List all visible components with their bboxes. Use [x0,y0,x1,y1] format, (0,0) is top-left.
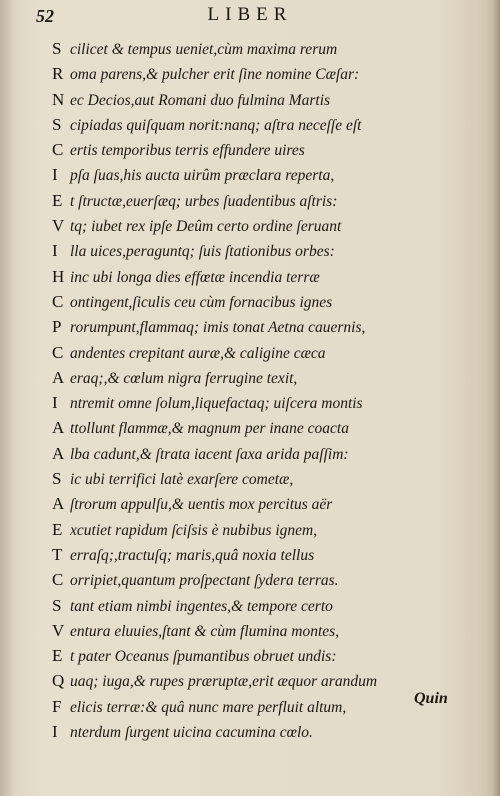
verse-line [52,289,492,314]
verse-initial: A [52,443,65,463]
page-edge-shadow [492,0,500,796]
verse-initial: Q [52,671,65,691]
verse-initial: H [52,266,65,286]
verse-line [52,466,492,491]
page-number: 52 [36,6,54,26]
verse-text: oma parens,& pulcher erit ſine nomine Cæſar: [70,66,360,84]
verse-initial: S [52,595,62,615]
verse-line [52,264,492,289]
verse-text: ertis temporibus terris effundere uires [70,142,305,160]
verse-line [52,340,492,365]
verse-text: inc ubi longa dies effœtæ incendia terræ [70,268,320,286]
verse-line [52,415,492,440]
verse-line [52,137,492,162]
verse-text: ic ubi terrifici latè exarſere cometæ, [70,471,294,489]
verse-text: ntremit omne ſolum,liquefactaq; uiſcera montis [70,395,363,413]
verse-initial: I [52,241,58,261]
verse-text: ec Decios,aut Romani duo fulmina Martis [70,91,331,109]
verse-line [52,593,492,618]
verse-initial: S [52,469,62,489]
catchword: Quin [414,690,448,707]
verse-text: cilicet & tempus ueniet,cùm maxima rerum [70,41,338,58]
verse-text: andentes crepitant auræ,& caligine cæca [70,344,326,362]
verse-initial: C [52,570,64,590]
verse-text: eraq;,& cœlum nigra ferrugine texit, [70,369,298,387]
verse-initial: S [52,39,62,58]
verse-text: cipiadas quiſquam norit:nanq; aſtra neceſſe eſt [70,116,362,134]
verse-line [52,542,492,567]
verse-text: ttollunt flammæ,& magnum per inane coacta [70,420,349,438]
verse-line [52,491,492,516]
verse-initial: P [52,317,62,337]
verse-line [52,162,492,187]
verse-initial: I [52,722,58,742]
verse-text: t pater Oceanus ſpumantibus obruet undis: [70,648,337,666]
verse-text: orripiet,quantum proſpectant ſydera terras. [70,572,339,590]
verse-initial: V [52,620,65,640]
verse-line [52,238,492,263]
verse-text: elicis terræ:& quâ nunc mare perfluit altum, [70,698,347,716]
verse-initial: I [52,393,58,413]
verse-block [52,36,492,744]
verse-initial: S [52,114,62,134]
verse-initial: E [52,646,63,666]
verse-line [52,213,492,238]
verse-initial: A [52,494,65,514]
verse-initial: N [52,89,65,109]
verse-line [52,61,492,86]
verse-text: tq; iubet rex ipſe Deûm certo ordine ſeruant [70,218,342,236]
verse-text: rorumpunt,flammaq; imis tonat Aetna cauernis, [70,319,366,337]
verse-text: lba cadunt,& ſtrata iacent ſaxa arida paſſim: [70,445,349,463]
verse-text: erraſq;,tractuſq; maris,quâ noxia tellus [70,546,315,564]
verse-line [52,618,492,643]
verse-text: ſtrorum appulſu,& uentis mox percitus aër [70,496,333,514]
running-head: LIBER [207,4,293,25]
verse-initial: F [52,696,62,716]
verse-line [52,112,492,137]
verse-text: xcutiet rapidum ſciſsis è nubibus ignem, [70,521,318,539]
verse-line [52,314,492,339]
verse-initial: V [52,216,65,236]
verse-line [52,87,492,112]
verse-text: pſa ſuas,his aucta uirûm præclara reperta, [70,167,335,185]
verse-initial: T [52,544,63,564]
verse-initial: C [52,291,64,311]
verse-text: entura eluuies,ſtant & cùm flumina montes, [70,622,340,640]
verse-initial: R [52,64,64,84]
verse-text: ontingent,ſiculis ceu cùm fornacibus ignes [70,293,333,311]
verse-text: tant etiam nimbi ingentes,& tempore certo [70,597,333,615]
verse-line [52,365,492,390]
verse-line [52,36,492,61]
verse-text: lla uices,peraguntq; ſuis ſtationibus orbes: [70,243,335,261]
verse-initial: A [52,367,65,387]
verse-initial: C [52,342,64,362]
verse-line [52,719,492,744]
verse-line [52,517,492,542]
verse-text: t ſtructæ,euerſæq; urbes ſuadentibus aſtris: [70,192,338,210]
verse-line [52,567,492,592]
verse-initial: E [52,519,63,539]
verse-text: nterdum ſurgent uicina cacumina cœlo. [70,724,313,742]
verse-initial: A [52,418,65,438]
verse-line [52,390,492,415]
verse-line [52,441,492,466]
verse-text: uaq; iuga,& rupes præruptæ,erit æquor arandum [70,673,378,691]
verse-line [52,188,492,213]
verse-line [52,643,492,668]
verse-initial: C [52,140,64,160]
verse-initial: E [52,190,63,210]
page-header [0,4,500,28]
verse-initial: I [52,165,58,185]
